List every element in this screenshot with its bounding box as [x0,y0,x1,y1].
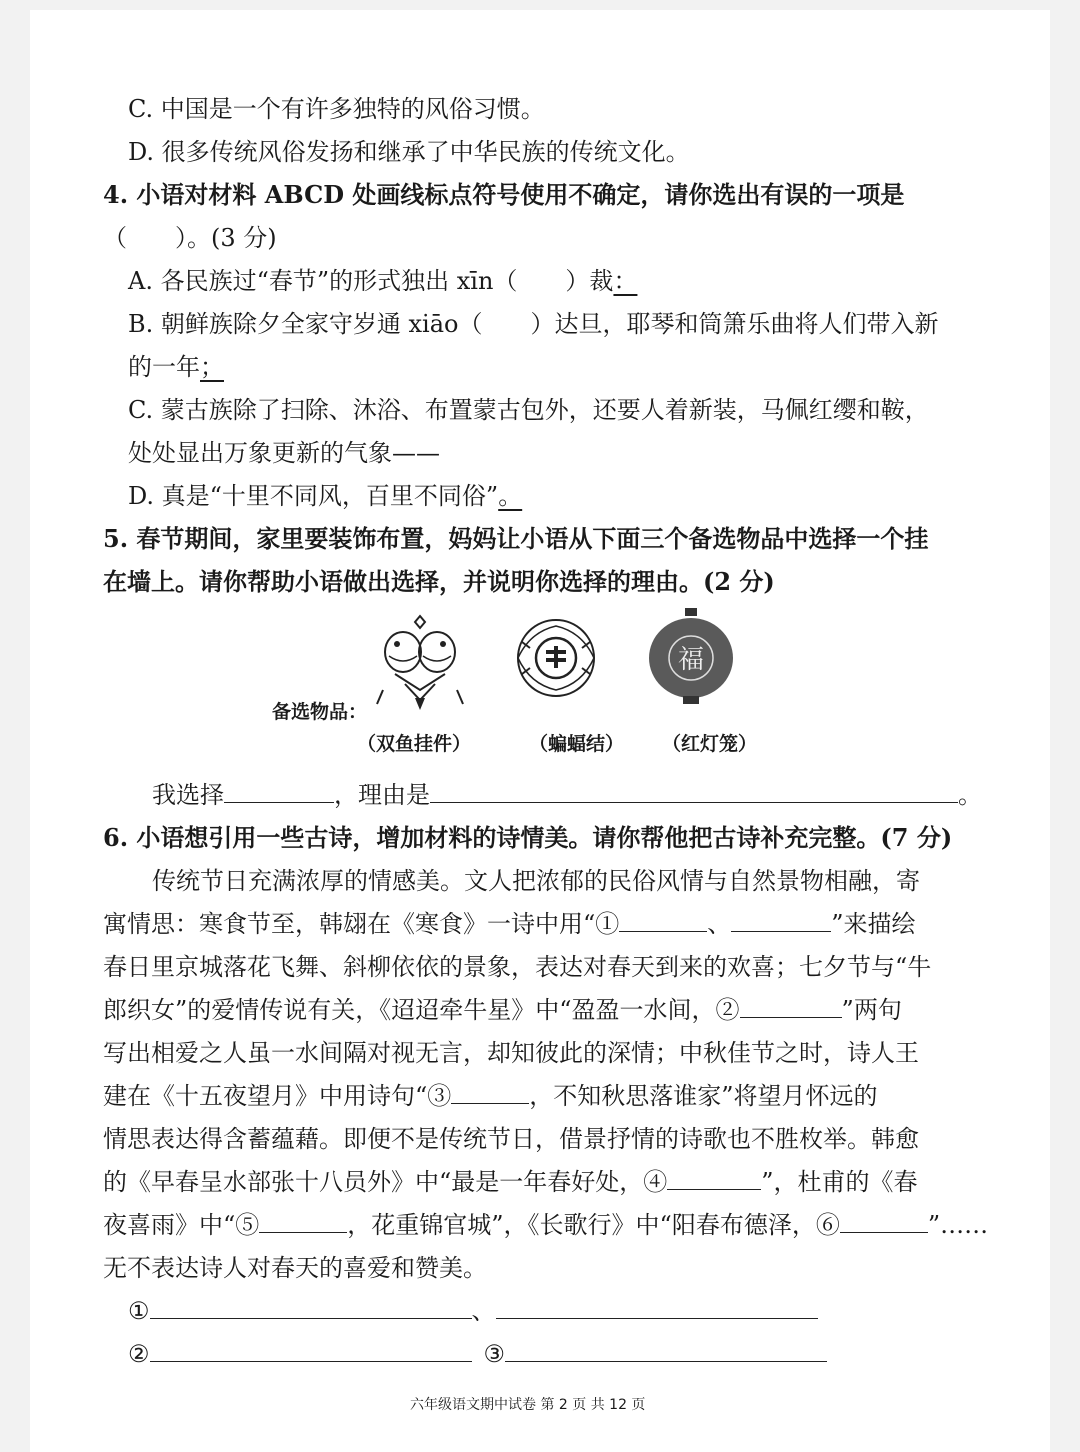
q6-text-line6 [103,1081,878,1111]
answer-1a-blank[interactable] [150,1296,472,1319]
q6-text-segment: ”，杜甫的《春 [761,1168,918,1196]
q5-answer-end: 。 [958,781,982,809]
reason-blank[interactable] [430,780,958,803]
q6-text-line7: 情思表达得含蓄蕴藉。即便不是传统节日，借景抒情的诗歌也不胜枚举。韩愈 [103,1125,919,1153]
lantern-fu-character: 福 [677,645,705,675]
answer-paren[interactable]: （ ） [103,224,187,252]
answer-2-blank[interactable] [150,1339,472,1362]
q5-answer-line [152,780,982,810]
q6-text-segment: ，不知秋思落谁家”将望月怀远的 [529,1082,878,1110]
q6-text-segment: 郎织女”的爱情传说有关，《迢迢牵牛星》中“盈盈一水间，② [103,996,740,1024]
answer-2-label: ② [128,1340,150,1368]
q6-text-segment: 建在《十五夜望月》中用诗句“③ [103,1082,452,1110]
double-fish-pendant-image [375,612,465,712]
q6-text-segment: ，花重锦官城”，《长歌行》中“阳春布德泽，⑥ [347,1211,840,1239]
q5-answer-prefix: 我选择 [152,781,224,809]
q5-answer-mid: ，理由是 [334,781,430,809]
blank-4[interactable] [667,1167,761,1190]
items-label: 备选物品： [272,701,368,723]
q6-text-segment: ”来描绘 [831,910,916,938]
q4-option-c-mark: —— [392,439,440,467]
q4-option-c: C. 蒙古族除了扫除、沐浴、布置蒙古包外，还要人着新装，马佩红缨和鞍， [128,396,929,424]
q6-answer-line2 [128,1339,827,1369]
answer-3-label: ③ [483,1340,506,1368]
answer-1b-blank[interactable] [496,1296,818,1319]
q6-text-segment: 、 [707,910,732,938]
q4-option-d [128,481,522,511]
q6-answer-line1 [128,1296,818,1326]
q4-score: 。(3 分) [187,224,277,252]
q6-text-line4 [103,995,902,1025]
q6-text-line5: 写出相爱之人虽一水间隔对视无言，却知彼此的深情；中秋佳节之时，诗人王 [103,1039,919,1067]
q6-text-line1: 传统节日充满浓厚的情感美。文人把浓郁的民俗风情与自然景物相融，寄 [152,867,920,895]
q3-option-c: C. 中国是一个有许多独特的风俗习惯。 [128,95,545,123]
q4-stem: 4. 小语对材料 ABCD 处画线标点符号使用不确定，请你选出有误的一项是 [103,180,905,209]
blank-1b[interactable] [731,909,831,932]
q6-text-segment: 夜喜雨》中“⑤ [103,1211,260,1239]
q4-option-a-text: A. 各民族过“春节”的形式独出 xīn（ ）裁 [128,267,614,295]
q4-option-b-mark: ； [200,353,224,381]
answer-1-separator: 、 [471,1297,496,1325]
q4-stem-line2 [103,223,277,253]
q6-text-line2 [103,909,916,939]
bat-knot-image [510,612,602,704]
q4-option-a-mark: ： [613,267,638,295]
blank-5[interactable] [259,1210,347,1233]
q6-text-segment: ”…… [927,1211,989,1239]
blank-2[interactable] [740,995,842,1018]
q6-text-segment: 寓情思：寒食节至，韩翃在《寒食》一诗中用“① [103,910,620,938]
q6-text-segment: ”两句 [841,996,902,1024]
q4-option-b: B. 朝鲜族除夕全家守岁通 xiāo（ ）达旦，耶琴和筒箫乐曲将人们带入新 [128,310,939,338]
q5-stem: 5. 春节期间，家里要装饰布置，妈妈让小语从下面三个备选物品中选择一个挂 [103,524,929,553]
red-lantern-image [645,606,737,706]
page-footer: 六年级语文期中试卷 第 2 页 共 12 页 [410,1397,646,1413]
item-caption-double-fish: （双鱼挂件） [357,733,472,755]
q6-text-line8 [103,1167,918,1197]
q4-option-a [128,266,637,296]
blank-3[interactable] [451,1081,529,1104]
q6-stem: 6. 小语想引用一些古诗，增加材料的诗情美。请你帮他把古诗补充完整。(7 分) [103,823,953,852]
item-caption-bat-knot: （蝙蝠结） [529,733,625,755]
choice-blank[interactable] [224,780,334,803]
q4-option-c-line2 [128,438,440,468]
q4-option-d-mark: 。 [498,482,523,510]
q3-option-d: D. 很多传统风俗发扬和继承了中华民族的传统文化。 [128,138,690,166]
answer-1-label: ① [128,1297,150,1325]
q6-text-line9 [103,1210,988,1240]
blank-1a[interactable] [619,909,707,932]
q4-option-c-text: 处处显出万象更新的气象 [128,439,392,467]
q4-option-b-text: 的一年 [128,353,200,381]
answer-3-blank[interactable] [505,1339,827,1362]
q5-stem-line2: 在墙上。请你帮助小语做出选择，并说明你选择的理由。(2 分) [103,567,775,596]
item-caption-lantern: （红灯笼） [662,733,758,755]
q6-text-line3: 春日里京城落花飞舞、斜柳依依的景象，表达对春天到来的欢喜；七夕节与“牛 [103,953,932,981]
blank-6[interactable] [840,1210,928,1233]
q4-option-b-line2 [128,352,224,382]
q6-text-line10: 无不表达诗人对春天的喜爱和赞美。 [103,1254,487,1282]
q6-text-segment: 的《早春呈水部张十八员外》中“最是一年春好处，④ [103,1168,668,1196]
q4-option-d-text: D. 真是“十里不同风，百里不同俗” [128,482,499,510]
